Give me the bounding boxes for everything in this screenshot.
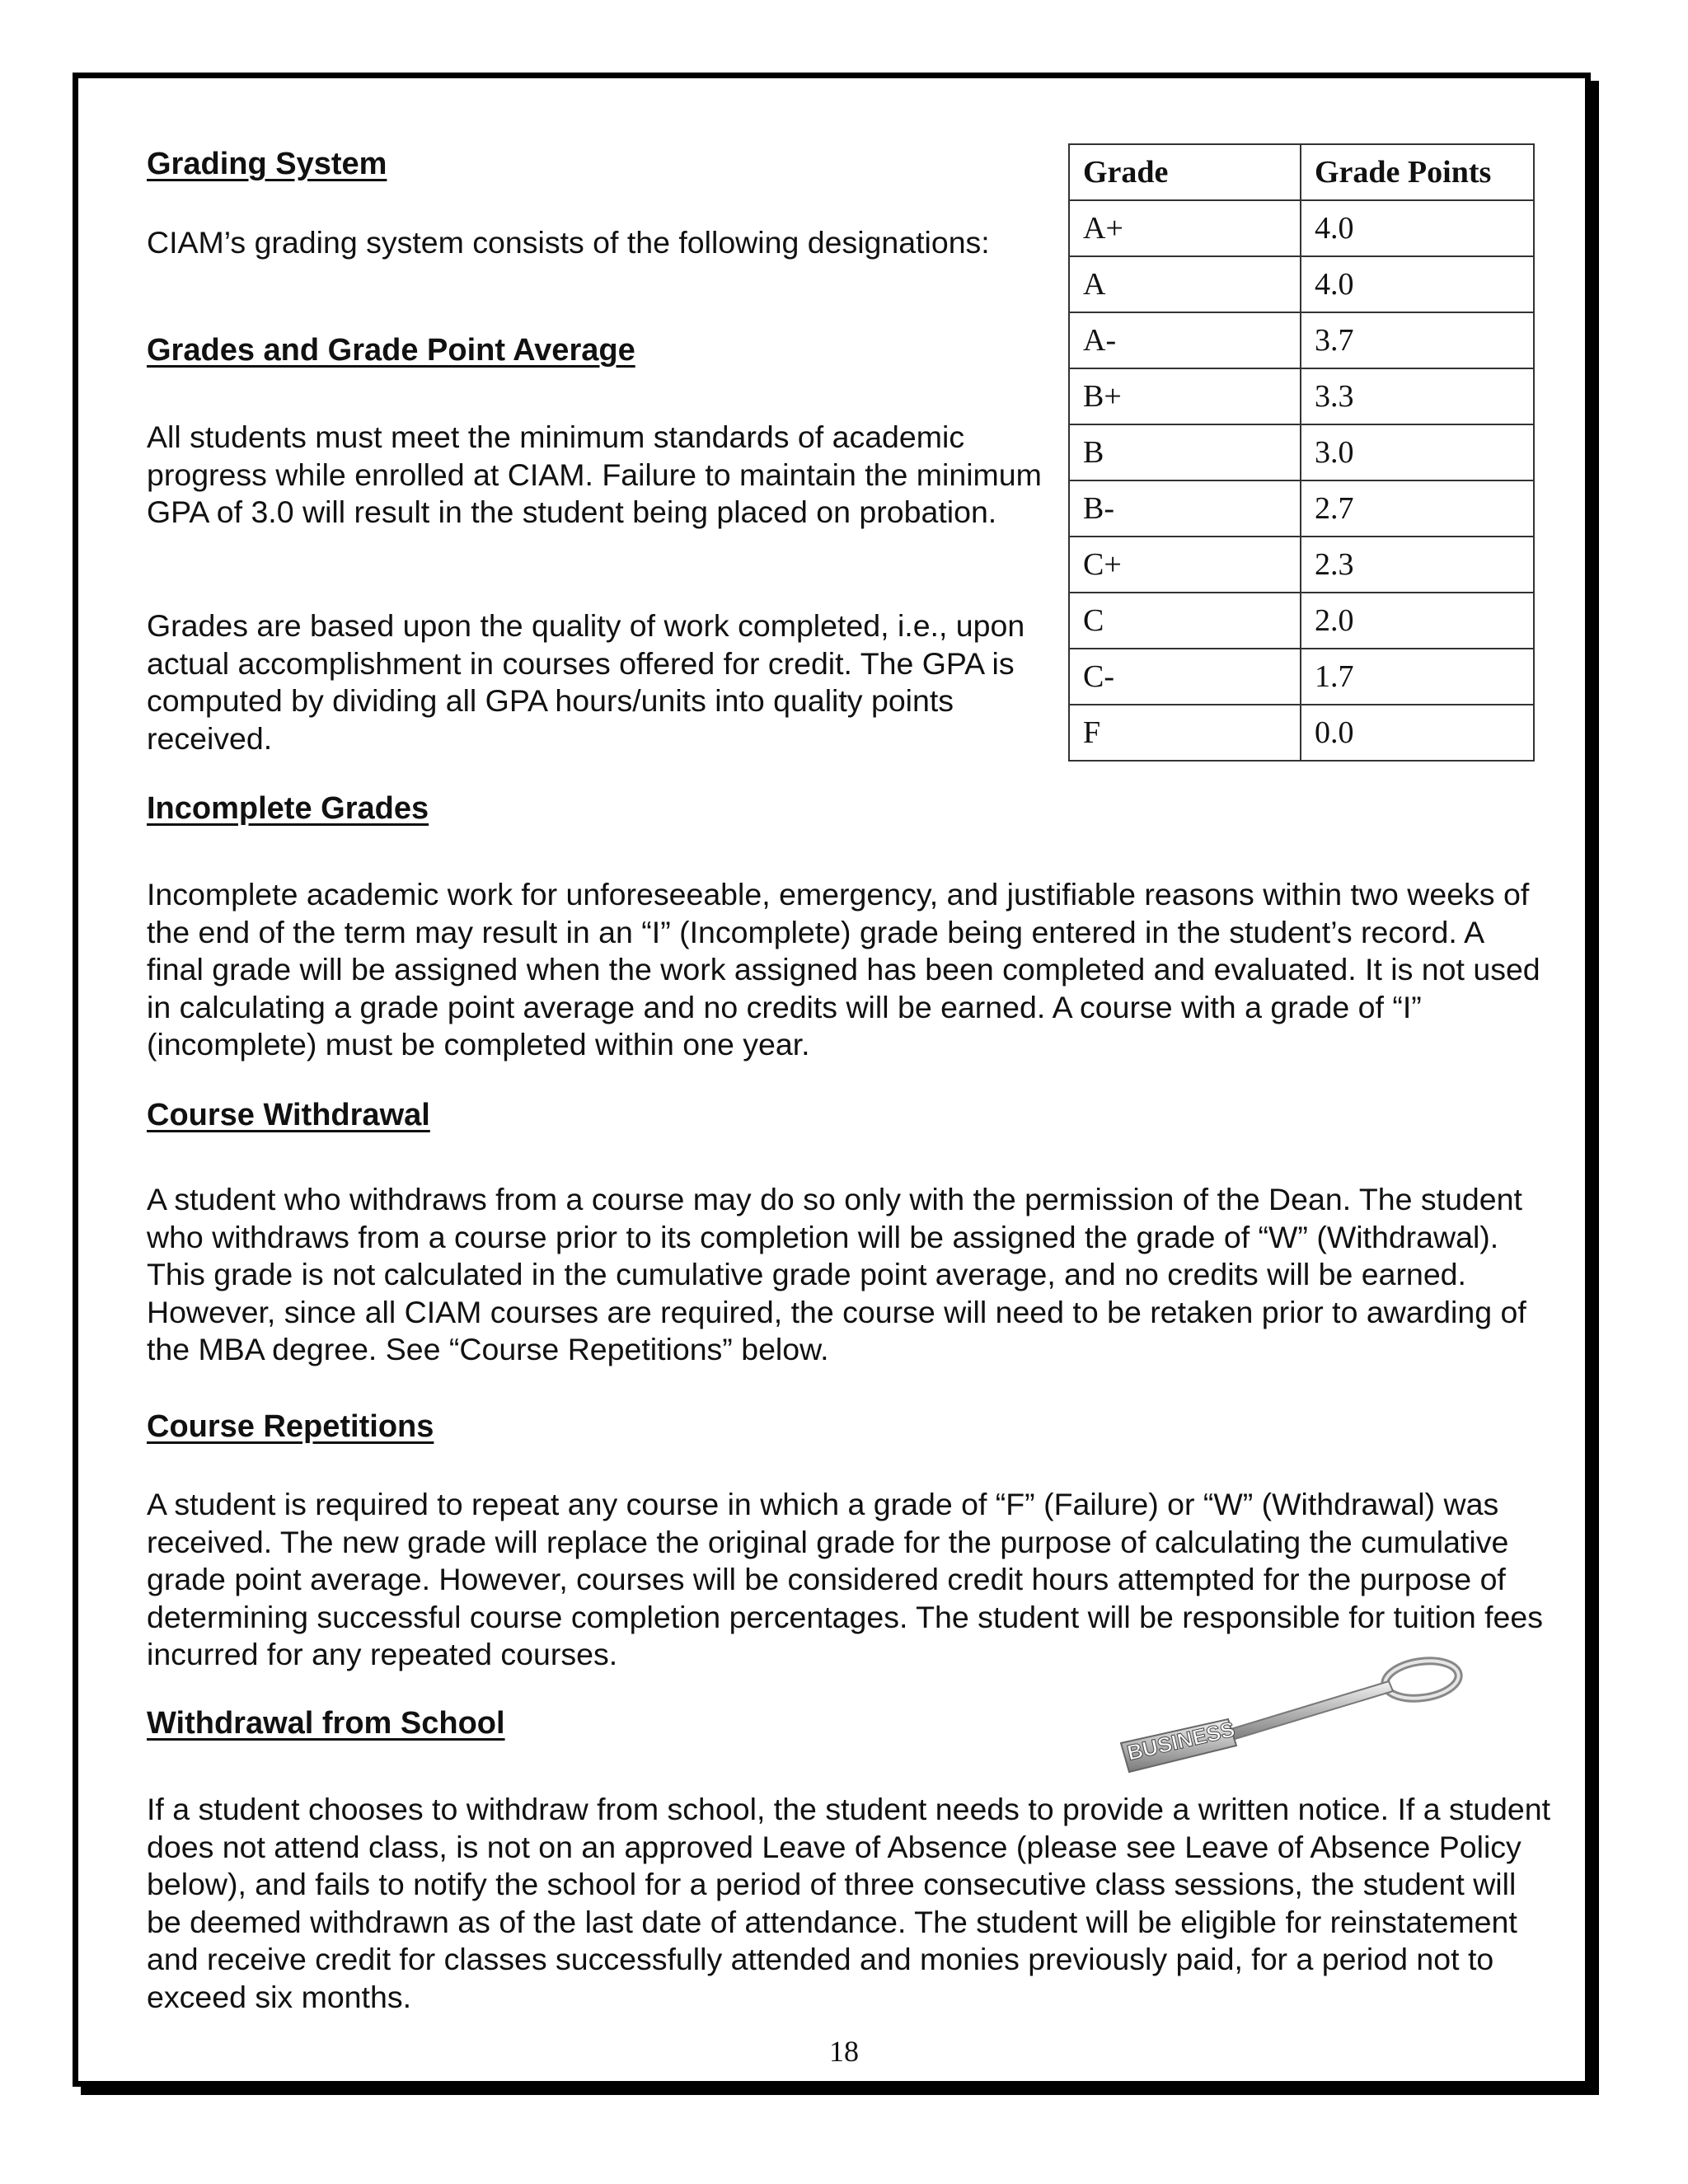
grading-system-heading: Grading System [147,147,387,181]
withdrawal-from-school-heading: Withdrawal from School [147,1706,505,1741]
incomplete-grades-heading: Incomplete Grades [147,791,429,826]
grades-gpa-heading: Grades and Grade Point Average [147,333,635,368]
course-repetitions-paragraph: A student is required to repeat any course in which a grade of “F” (Failure) or “W” (Withdrawal) was received. The new grade will replace the original grade for the purpose of calculating the cumulative grade point average. However, courses will be considered credit hours attempted for the purpose of determining successful course completion percentages. The student will be responsible for tuition fees incurred for any repeated courses. [147,1487,1543,1671]
grades-gpa-paragraph-2: Grades are based upon the quality of work completed, i.e., upon actual accomplishment in courses offered for credit. The GPA is computed by dividing all GPA hours/units into quality points received. [147,608,1025,756]
table-row [1069,256,1534,312]
grades-gpa-paragraph-1: All students must meet the minimum standards of academic progress while enrolled at CIAM. Failure to maintain the minimum GPA of 3.0 will result in the student being placed on probation. [147,419,1042,529]
table-row [1069,705,1534,761]
table-row [1069,480,1534,537]
grade-table-header [1069,144,1534,200]
table-row [1069,312,1534,368]
grade-cell: A [1069,256,1301,312]
table-row [1069,200,1534,256]
table-row [1069,649,1534,705]
grade-points-cell: 2.3 [1301,537,1534,593]
course-withdrawal-heading: Course Withdrawal [147,1098,430,1132]
grading-system-intro: CIAM’s grading system consists of the following designations: [147,225,990,260]
grade-cell: A+ [1069,200,1301,256]
table-row [1069,593,1534,649]
grade-points-cell: 3.7 [1301,312,1534,368]
grade-points-cell: 4.0 [1301,256,1534,312]
grade-column-header: Grade [1069,144,1301,200]
grade-points-column-header: Grade Points [1301,144,1534,200]
grade-points-cell: 3.3 [1301,368,1534,424]
business-key-illustration [1104,1648,1475,1780]
grade-table [1068,143,1535,762]
page-number: 18 [829,2035,859,2068]
grade-points-cell: 4.0 [1301,200,1534,256]
grade-points-cell: 3.0 [1301,424,1534,480]
grade-cell: C- [1069,649,1301,705]
table-row [1069,424,1534,480]
grade-points-cell: 2.0 [1301,593,1534,649]
grade-cell: F [1069,705,1301,761]
grade-cell: A- [1069,312,1301,368]
table-row [1069,368,1534,424]
grade-cell: B- [1069,480,1301,537]
grade-points-cell: 1.7 [1301,649,1534,705]
incomplete-grades-paragraph: Incomplete academic work for unforeseeable, emergency, and justifiable reasons within two weeks of the end of the term may result in an “I” (Incomplete) grade being entered in the student’s record. A final grade will be assigned when the work assigned has been completed and evaluated. It is not used in calculating a grade point average and no credits will be earned. A course with a grade of “I” (incomplete) must be completed within one year. [147,877,1540,1062]
withdrawal-from-school-paragraph: If a student chooses to withdraw from school, the student needs to provide a written notice. If a student does not attend class, is not on an approved Leave of Absence (please see Leave of Absence Policy below), and fails to notify the school for a period of three consecutive class sessions, the student will be deemed withdrawn as of the last date of attendance. The student will be eligible for reinstatement and receive credit for classes successfully attended and monies previously paid, for a period not to exceed six months. [147,1792,1551,2014]
grade-points-cell: 0.0 [1301,705,1534,761]
grade-cell: B [1069,424,1301,480]
grade-cell: B+ [1069,368,1301,424]
grade-cell: C+ [1069,537,1301,593]
grade-points-cell: 2.7 [1301,480,1534,537]
table-row [1069,537,1534,593]
grade-cell: C [1069,593,1301,649]
course-withdrawal-paragraph: A student who withdraws from a course may do so only with the permission of the Dean. The student who withdraws from a course prior to its completion will be assigned the grade of “W” (Withdrawal). This grade is not calculated in the cumulative grade point average, and no credits will be earned. However, since all CIAM courses are required, the course will need to be retaken prior to awarding of the MBA degree. See “Course Repetitions” below. [147,1182,1526,1366]
course-repetitions-heading: Course Repetitions [147,1409,434,1444]
key-label: BUSINESS [1124,1716,1237,1765]
